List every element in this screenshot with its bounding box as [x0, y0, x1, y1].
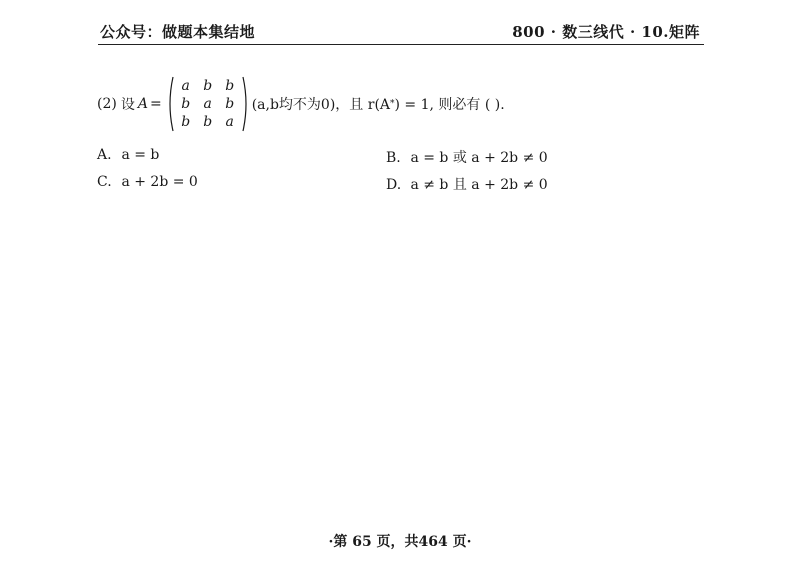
matrix-cell: b: [181, 96, 191, 112]
option-d[interactable]: [386, 174, 548, 194]
header-left-text: 公众号：做题本集结地: [100, 23, 256, 41]
header-divider: [98, 44, 704, 45]
option-c[interactable]: [97, 174, 198, 190]
matrix-cell: b: [181, 114, 191, 130]
option-expression: a ≠ b 且 a + 2b ≠ 0: [410, 177, 548, 193]
matrix-cell: b: [203, 114, 213, 130]
rank-text: ，且 r(A: [335, 97, 391, 113]
option-a[interactable]: [97, 147, 159, 163]
question-prefix: 设: [120, 97, 135, 113]
matrix-grid: [174, 77, 242, 131]
left-paren: [166, 76, 174, 132]
option-letter: C.: [97, 174, 112, 190]
matrix-cell: a: [225, 114, 234, 130]
matrix-cell: a: [181, 78, 190, 94]
option-letter: B.: [386, 150, 401, 166]
adjugate-star: *: [390, 99, 395, 109]
right-paren: [242, 76, 250, 132]
page-footer: ·第 65 页，共464 页·: [328, 534, 472, 550]
option-b[interactable]: [386, 147, 548, 167]
matrix-cell: b: [225, 96, 235, 112]
question-tail: ) = 1, 则必有 ( ).: [394, 97, 505, 113]
option-expression: a = b: [121, 147, 160, 163]
condition-text: (a,b均不为0): [251, 97, 336, 113]
matrix-A: [166, 76, 250, 132]
equals-sign: =: [149, 96, 162, 112]
matrix-cell: b: [203, 78, 213, 94]
option-letter: D.: [386, 177, 402, 193]
matrix-variable: A: [137, 96, 148, 112]
option-letter: A.: [97, 147, 112, 163]
option-expression: a + 2b = 0: [121, 174, 198, 190]
option-expression: a = b 或 a + 2b ≠ 0: [410, 150, 548, 166]
matrix-cell: a: [203, 96, 212, 112]
question-2: [97, 76, 505, 132]
question-number: (2): [97, 96, 117, 112]
matrix-cell: b: [225, 78, 235, 94]
header-right-text: 800 · 数三线代 · 10.矩阵: [512, 23, 700, 41]
